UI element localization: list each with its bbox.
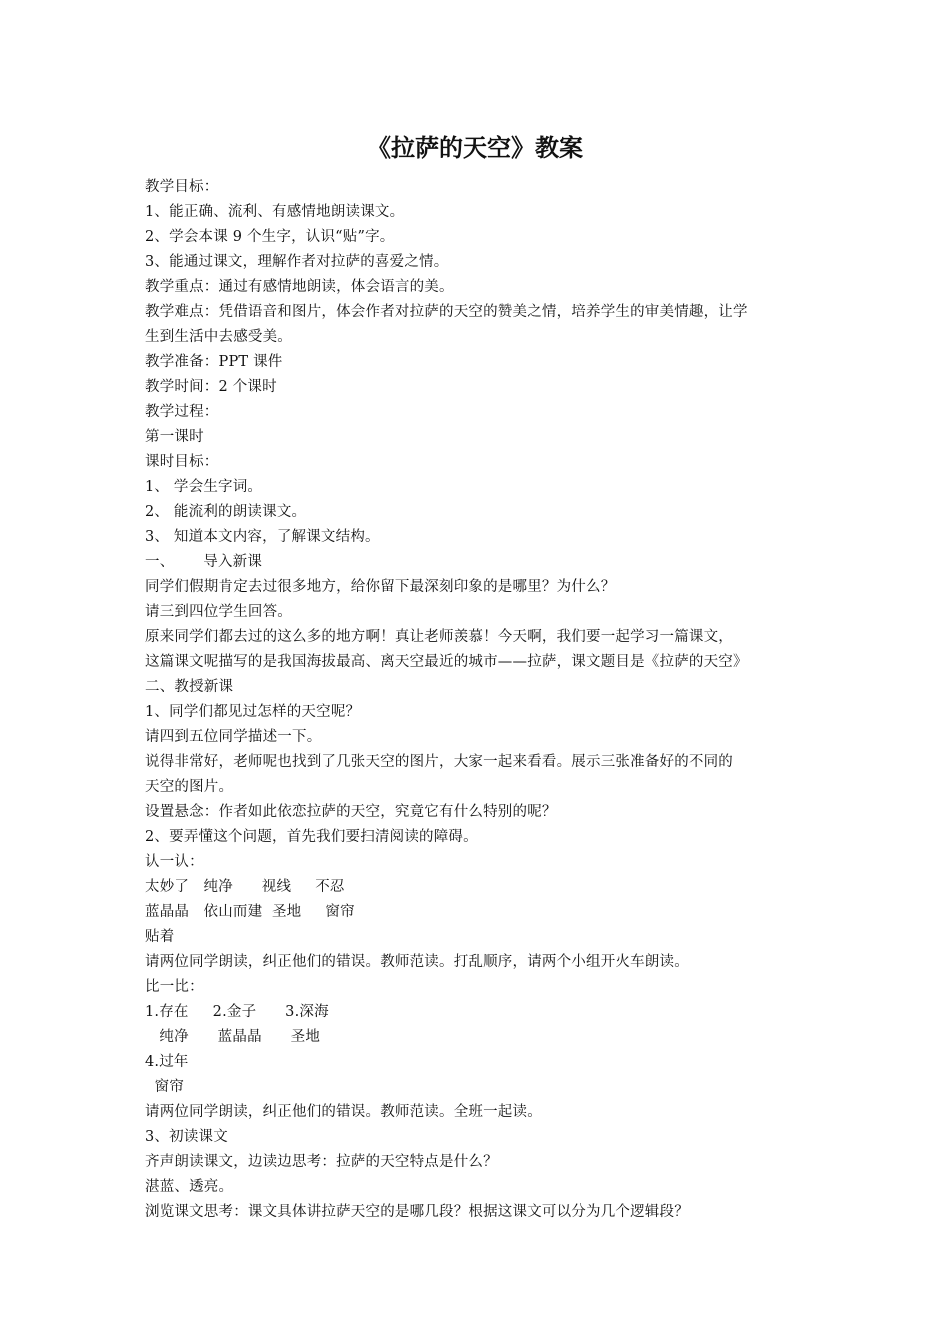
document-body (145, 175, 813, 1225)
text-line: 教学过程： (145, 404, 219, 420)
text-line: 3、初读课文 (145, 1129, 228, 1145)
text-line: 请三到四位学生回答。 (145, 604, 292, 620)
text-line: 课时目标： (145, 454, 219, 470)
text-line: 教学准备：PPT 课件 (145, 354, 283, 370)
text-line: 请四到五位同学描述一下。 (145, 729, 322, 745)
text-line: 比一比： (145, 979, 204, 995)
text-line: 设置悬念：作者如此依恋拉萨的天空，究竟它有什么特别的呢？ (145, 804, 557, 820)
text-line: 教学重点：通过有感情地朗读，体会语言的美。 (145, 279, 454, 295)
text-line: 1、能正确、流利、有感情地朗读课文。 (145, 204, 405, 220)
text-line: 1.存在 2.金子 3.深海 (145, 1004, 329, 1020)
text-line: 教学时间：2 个课时 (145, 379, 277, 395)
text-line: 教学目标： (145, 179, 219, 195)
text-line: 1、同学们都见过怎样的天空呢？ (145, 704, 361, 720)
text-line: 2、学会本课 9 个生字，认识“贴”字。 (145, 229, 395, 245)
text-line: 纯净 蓝晶晶 圣地 (145, 1029, 321, 1045)
text-line: 1、 学会生字词。 (145, 479, 263, 495)
text-line: 4.过年 (145, 1054, 189, 1070)
text-line: 太妙了 纯净 视线 不忍 (145, 879, 345, 895)
text-line: 请两位同学朗读，纠正他们的错误。教师范读。打乱顺序，请两个小组开火车朗读。 (145, 954, 689, 970)
text-line: 湛蓝、透亮。 (145, 1179, 234, 1195)
text-line: 同学们假期肯定去过很多地方，给你留下最深刻印象的是哪里？为什么？ (145, 579, 616, 595)
text-line: 2、要弄懂这个问题，首先我们要扫清阅读的障碍。 (145, 829, 478, 845)
text-line: 蓝晶晶 依山而建 圣地 窗帘 (145, 904, 355, 920)
text-line: 3、能通过课文，理解作者对拉萨的喜爱之情。 (145, 254, 449, 270)
text-line: 天空的图片。 (145, 779, 234, 795)
text-line: 贴着 (145, 929, 175, 945)
text-line: 认一认： (145, 854, 204, 870)
text-line: 2、 能流利的朗读课文。 (145, 504, 307, 520)
text-line: 原来同学们都去过的这么多的地方啊！真让老师羡慕！今天啊，我们要一起学习一篇课文， (145, 629, 733, 645)
text-line: 一、 导入新课 (145, 554, 263, 570)
document-title: 《拉萨的天空》教案 (367, 133, 583, 162)
text-line: 这篇课文呢描写的是我国海拔最高、离天空最近的城市——拉萨，课文题目是《拉萨的天空》 (145, 654, 748, 670)
text-line: 窗帘 (145, 1079, 185, 1095)
text-line: 教学难点：凭借语音和图片，体会作者对拉萨的天空的赞美之情，培养学生的审美情趣，让学 (145, 304, 748, 320)
text-line: 二、教授新课 (145, 679, 234, 695)
text-line: 3、 知道本文内容，了解课文结构。 (145, 529, 380, 545)
text-line: 第一课时 (145, 429, 204, 445)
text-line: 请两位同学朗读，纠正他们的错误。教师范读。全班一起读。 (145, 1104, 542, 1120)
text-line: 生到生活中去感受美。 (145, 329, 292, 345)
text-line: 齐声朗读课文，边读边思考：拉萨的天空特点是什么？ (145, 1154, 498, 1170)
text-line: 说得非常好，老师呢也找到了几张天空的图片，大家一起来看看。展示三张准备好的不同的 (145, 754, 733, 770)
text-line: 浏览课文思考：课文具体讲拉萨天空的是哪几段？根据这课文可以分为几个逻辑段？ (145, 1204, 689, 1220)
